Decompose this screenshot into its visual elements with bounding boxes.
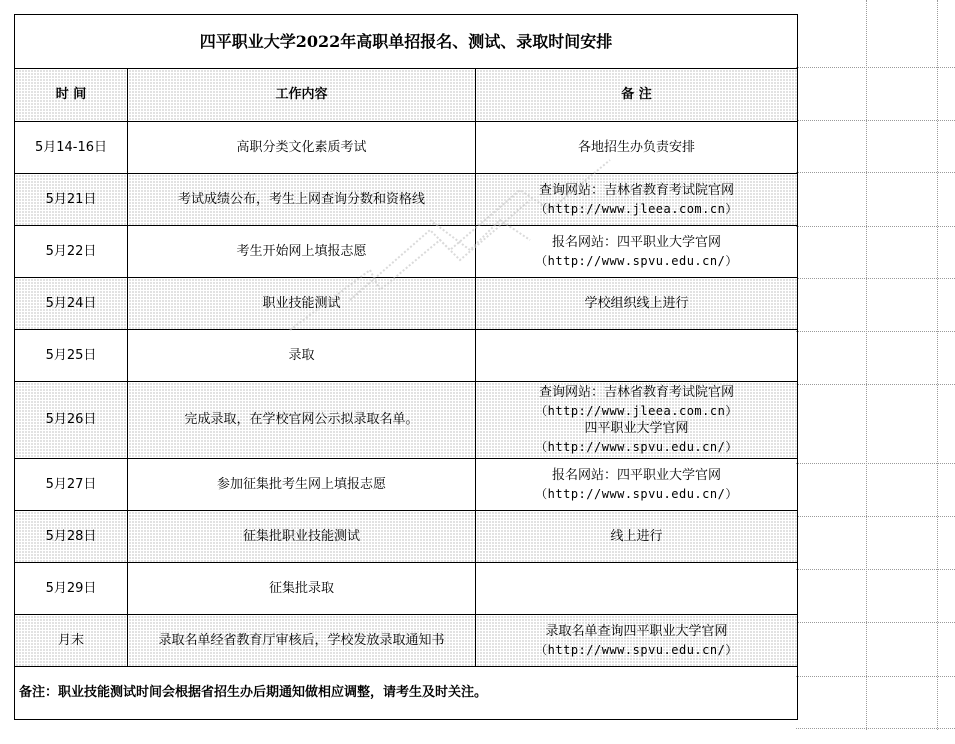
remark-cell <box>476 459 798 511</box>
remark-cell <box>476 511 798 563</box>
gridline <box>796 331 955 332</box>
gridline <box>796 278 955 279</box>
gridline <box>866 0 867 730</box>
remark-text: 报名网站：四平职业大学官网 <box>551 467 721 483</box>
header-row <box>15 69 798 122</box>
remark-text: 录取名单查询四平职业大学官网 <box>545 623 728 639</box>
gridline <box>796 463 955 464</box>
remark-url: （http://www.spvu.edu.cn/） <box>535 642 738 657</box>
gridline <box>796 676 955 677</box>
table-row <box>15 615 798 667</box>
remark-text: 查询网站：吉林省教育考试院官网 <box>538 385 734 400</box>
gridline <box>796 569 955 570</box>
table-row <box>15 382 798 459</box>
remark-text: 查询网站：吉林省教育考试院官网 <box>538 182 734 198</box>
column-header-time: 时 间 <box>15 69 128 122</box>
table-row <box>15 330 798 382</box>
time-cell: 月末 <box>15 615 128 667</box>
table-row <box>15 122 798 174</box>
table-row <box>15 563 798 615</box>
remark-cell <box>476 122 798 174</box>
task-cell: 职业技能测试 <box>128 278 476 330</box>
time-cell: 5月27日 <box>15 459 128 511</box>
task-cell: 征集批录取 <box>128 563 476 615</box>
remark-text: 线上进行 <box>610 528 663 544</box>
footnote: 备注：职业技能测试时间会根据省招生办后期通知做相应调整，请考生及时关注。 <box>15 667 798 720</box>
time-cell: 5月14-16日 <box>15 122 128 174</box>
task-cell: 录取 <box>128 330 476 382</box>
note-row <box>15 667 798 720</box>
remark-url-2: （http://www.spvu.edu.cn/） <box>535 440 738 454</box>
time-cell: 5月28日 <box>15 511 128 563</box>
task-cell: 考生开始网上填报志愿 <box>128 226 476 278</box>
remark-cell <box>476 615 798 667</box>
table-row <box>15 226 798 278</box>
table-row <box>15 174 798 226</box>
gridline <box>796 67 955 68</box>
remark-cell <box>476 563 798 615</box>
gridline <box>796 384 955 385</box>
remark-cell <box>476 226 798 278</box>
column-header-task: 工作内容 <box>128 69 476 122</box>
remark-text: 各地招生办负责安排 <box>577 139 695 155</box>
task-cell: 高职分类文化素质考试 <box>128 122 476 174</box>
remark-text: 报名网站：四平职业大学官网 <box>551 234 721 250</box>
remark-text: 学校组织线上进行 <box>584 295 689 311</box>
time-cell: 5月22日 <box>15 226 128 278</box>
time-cell: 5月26日 <box>15 382 128 459</box>
task-cell: 完成录取，在学校官网公示拟录取名单。 <box>128 382 476 459</box>
gridline <box>796 172 955 173</box>
remark-url: （http://www.spvu.edu.cn/） <box>535 253 738 268</box>
table-row <box>15 459 798 511</box>
task-cell: 考试成绩公布，考生上网查询分数和资格线 <box>128 174 476 226</box>
remark-url: （http://www.jleea.com.cn） <box>535 404 738 418</box>
time-cell: 5月21日 <box>15 174 128 226</box>
remark-cell <box>476 174 798 226</box>
gridline <box>937 0 938 730</box>
gridline <box>796 516 955 517</box>
time-cell: 5月25日 <box>15 330 128 382</box>
task-cell: 录取名单经省教育厅审核后，学校发放录取通知书 <box>128 615 476 667</box>
remark-cell <box>476 330 798 382</box>
remark-url: （http://www.jleea.com.cn） <box>535 201 738 216</box>
table-row <box>15 278 798 330</box>
time-cell: 5月29日 <box>15 563 128 615</box>
time-cell: 5月24日 <box>15 278 128 330</box>
task-cell: 参加征集批考生网上填报志愿 <box>128 459 476 511</box>
gridline <box>796 728 955 729</box>
task-cell: 征集批职业技能测试 <box>128 511 476 563</box>
column-header-remark: 备 注 <box>476 69 798 122</box>
remark-text-2: 四平职业大学官网 <box>584 421 689 436</box>
table-title: 四平职业大学2022年高职单招报名、测试、录取时间安排 <box>15 15 798 69</box>
schedule-table <box>14 14 798 720</box>
gridline <box>796 226 955 227</box>
table-row <box>15 511 798 563</box>
remark-url: （http://www.spvu.edu.cn/） <box>535 486 738 501</box>
gridline <box>796 120 955 121</box>
remark-cell <box>476 278 798 330</box>
gridline <box>796 622 955 623</box>
remark-cell <box>476 382 798 459</box>
title-row <box>15 15 798 69</box>
